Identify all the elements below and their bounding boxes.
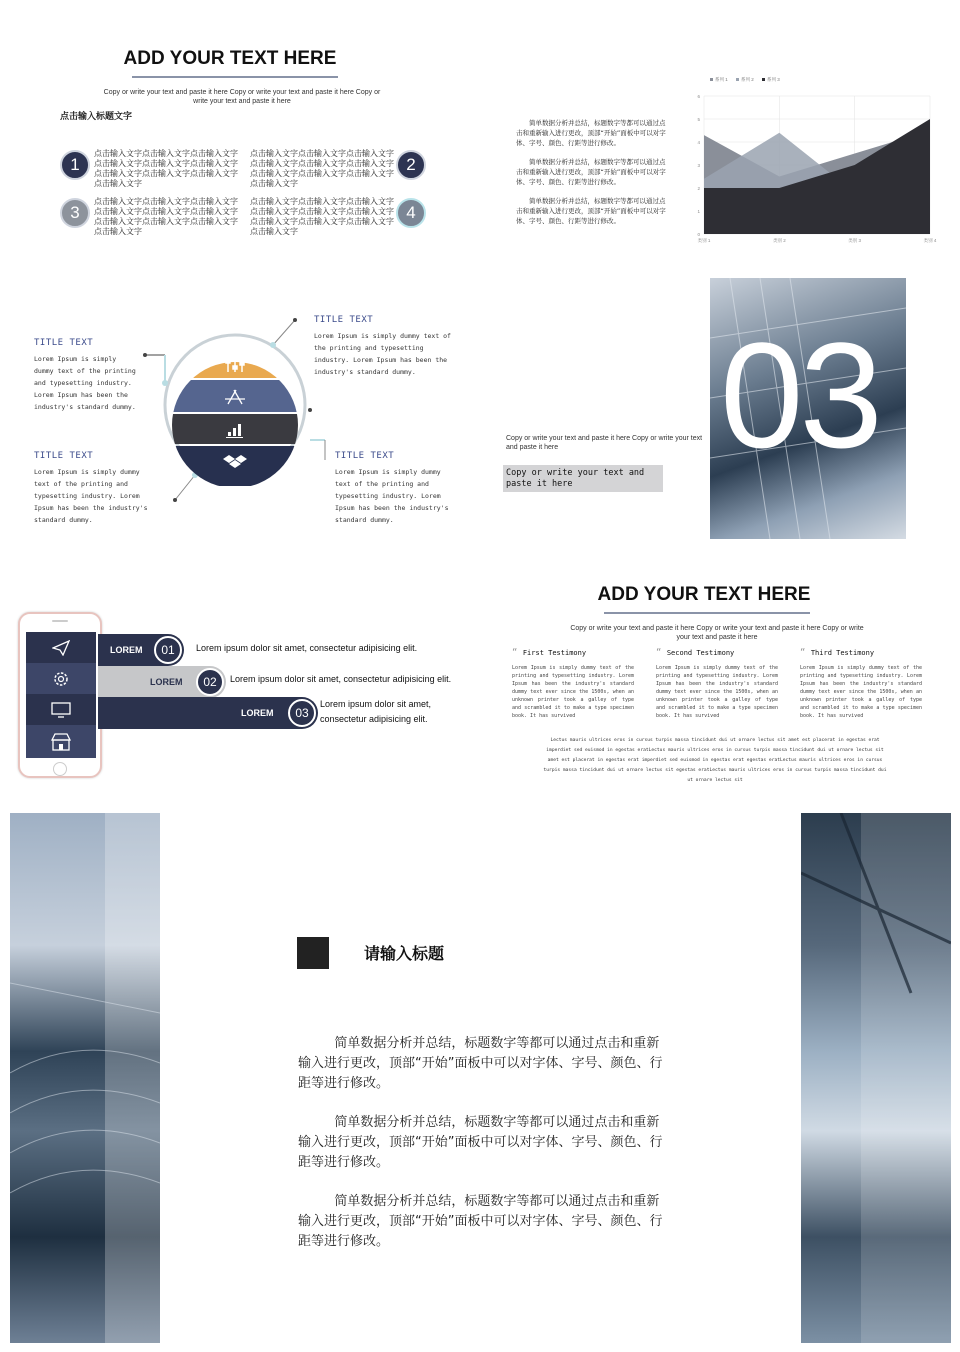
block-title: TITLE TEXT [335, 451, 395, 461]
legend-swatch [762, 78, 765, 81]
lorem-bar [98, 697, 318, 729]
block-title: TITLE TEXT [314, 315, 374, 325]
item-number-badge: 2 [396, 150, 426, 180]
testimony-title: “ Third Testimony [800, 648, 875, 658]
right-building-photo [801, 813, 951, 1343]
testimony-body: Lorem Ipsum is simply dummy text of the printing and typesetting industry. Lorem Ipsum has been the industry's standard dummy text ever since the 1500s, when an unknown printer took a galley of type and scrambled it to make a type specimen book. It has survived [656, 665, 778, 719]
circle-infographic [140, 310, 330, 510]
gear-icon [26, 663, 96, 694]
x-tick-label: 类别 2 [772, 238, 786, 243]
testimony-card [800, 648, 922, 720]
slide6-title: ADD YOUR TEXT HERE [597, 584, 811, 605]
item-text: 点击输入文字点击输入文字点击输入文字点击输入文字点击输入文字点击输入文字点击输入文字点击输入文字点击输入文字点击输入文字 [250, 197, 394, 236]
connector-dot [162, 380, 168, 386]
slide6-footer: Lectus mauris ultrices eros in cursus turpis massa tincidunt dui ut ornare lectus sit amet est placerat in egestas erat imperdiet sed euismod in egestas eratLectus mauris ultrices eros in cursus turpis massa tincidunt dui ut ornare lectus sit amet est placerat in egestas erat imperdiet sed euismod in egestas erat egestas eratLectus mauris ultrices eros in cursus turpis massa tincidunt dui ut ornare lectus sit egestas eratLectus mauris ultrices eros in cursus turpis massa tincidunt dui ut ornare lectus sit [543, 738, 887, 783]
phone-speaker [52, 620, 68, 622]
lorem-bar [98, 666, 226, 698]
y-tick-label: 1 [697, 209, 700, 214]
item-text: 点击输入文字点击输入文字点击输入文字点击输入文字点击输入文字点击输入文字点击输入文字点击输入文字点击输入文字点击输入文字 [94, 149, 238, 188]
y-tick-label: 4 [697, 140, 700, 145]
y-tick-label: 6 [697, 94, 700, 99]
item-text: 点击输入文字点击输入文字点击输入文字点击输入文字点击输入文字点击输入文字点击输入文字点击输入文字点击输入文字点击输入文字 [94, 197, 238, 236]
text-box-label: Copy or write your text and paste it here [506, 468, 645, 489]
sliders-icon [226, 356, 244, 372]
slide1-title: ADD YOUR TEXT HERE [123, 48, 337, 69]
phone-frame [18, 612, 102, 778]
phone-screen [26, 632, 96, 758]
content-paragraph: 简单数据分析并总结，标题数字等都可以通过点击和重新输入进行更改，顶部“开始”面板中可以对字体、字号、颜色、行距等进行修改。 [298, 1115, 663, 1170]
bar-label: LOREM [110, 645, 143, 655]
y-tick-label: 2 [697, 186, 700, 191]
bar-number: 02 [196, 668, 224, 696]
analysis-paragraph: 简单数据分析并总结，标题数字等都可以通过点击和重新输入进行更改，顶部“开始”面板中可以对字体、字号、颜色、行距等进行修改。 [516, 197, 666, 225]
analysis-paragraph: 简单数据分析并总结，标题数字等都可以通过点击和重新输入进行更改，顶部“开始”面板中可以对字体、字号、颜色、行距等进行修改。 [516, 119, 666, 147]
title-underline [132, 76, 338, 78]
analysis-paragraph: 简单数据分析并总结，标题数字等都可以通过点击和重新输入进行更改，顶部“开始”面板中可以对字体、字号、颜色、行距等进行修改。 [516, 158, 666, 186]
x-tick-label: 类别 4 [923, 238, 937, 243]
y-tick-label: 5 [697, 117, 700, 122]
left-building-photo [10, 813, 160, 1343]
content-paragraph: 简单数据分析并总结，标题数字等都可以通过点击和重新输入进行更改，顶部“开始”面板中可以对字体、字号、颜色、行距等进行修改。 [298, 1194, 663, 1249]
bar-number: 01 [154, 636, 182, 664]
block-title: TITLE TEXT [34, 451, 94, 461]
slide1-heading: 点击输入标题文字 [60, 112, 133, 122]
item-number-badge: 1 [60, 150, 90, 180]
connector-dot [270, 342, 276, 348]
block-title: TITLE TEXT [34, 338, 94, 348]
store-icon [26, 725, 96, 758]
testimony-card [656, 648, 778, 720]
testimony-body: Lorem Ipsum is simply dummy text of the printing and typesetting industry. Lorem Ipsum has been the industry's standard dummy text ever since the 1500s, when an unknown printer took a galley of type and scrambled it to make a type specimen book. It has survived [800, 665, 922, 719]
bar-label: LOREM [241, 708, 274, 718]
y-tick-label: 3 [697, 163, 700, 168]
bar-text: Lorem ipsum dolor sit amet, consectetur adipisicing elit. [230, 674, 452, 684]
monitor-icon [26, 694, 96, 725]
photo-lines [10, 813, 160, 1343]
item-text: 点击输入文字点击输入文字点击输入文字点击输入文字点击输入文字点击输入文字点击输入文字点击输入文字点击输入文字点击输入文字 [250, 149, 394, 188]
area-chart [690, 72, 940, 252]
block-body: Lorem Ipsum is simply dummy text of the printing and typesetting industry. Lorem Ipsum has been the industry's standard dummy. [34, 355, 136, 411]
band-blue [160, 380, 310, 412]
legend-label: 系列 1 [715, 77, 728, 82]
bar-text: Lorem ipsum dolor sit amet, consectetur adipisicing elit. [196, 643, 418, 653]
item-number-badge: 4 [396, 198, 426, 228]
block-body: Lorem Ipsum is simply dummy text of the printing and typesetting industry. Lorem Ipsum has been the industry's standard dummy. [335, 468, 449, 524]
slide1-subtitle: Copy or write your text and paste it here Copy or write your text and paste it here Copy or write your text and paste it here [103, 89, 381, 105]
send-icon [26, 632, 96, 663]
y-tick-label: 0 [697, 232, 700, 237]
legend-swatch [710, 78, 713, 81]
bar-label: LOREM [150, 677, 183, 687]
content-paragraph: 简单数据分析并总结，标题数字等都可以通过点击和重新输入进行更改，顶部“开始”面板中可以对字体、字号、颜色、行距等进行修改。 [298, 1036, 663, 1091]
slide7-title: 请输入标题 [364, 944, 445, 963]
bar-number: 03 [288, 699, 316, 727]
big-number: 03 [720, 311, 879, 479]
lorem-bar [98, 634, 184, 666]
bar-text: Lorem ipsum dolor sit amet, consectetur adipisicing elit. [320, 699, 432, 724]
legend-swatch [736, 78, 739, 81]
testimony-title: “ Second Testimony [656, 648, 735, 658]
testimony-card [512, 648, 634, 720]
photo-lines [801, 813, 951, 1343]
block-body: Lorem Ipsum is simply dummy text of the printing and typesetting industry. Lorem Ipsum has been the industry's standard dummy. [314, 332, 451, 376]
title-underline [604, 612, 810, 614]
testimony-body: Lorem Ipsum is simply dummy text of the printing and typesetting industry. Lorem Ipsum has been the industry's standard dummy text ever since the 1500s, when an unknown printer took a galley of type and scrambled it to make a type specimen book. It has survived [512, 665, 634, 719]
block-body: Lorem Ipsum is simply dummy text of the printing and typesetting industry. Lorem Ipsum has been the industry's standard dummy. [34, 468, 148, 524]
testimony-title: “ First Testimony [512, 648, 587, 658]
home-button[interactable] [53, 762, 67, 776]
x-tick-label: 类别 1 [697, 238, 711, 243]
slide6-subtitle: Copy or write your text and paste it here Copy or write your text and paste it here Copy or write your text and paste it here [570, 625, 864, 641]
title-square [297, 937, 329, 969]
caption: Copy or write your text and paste it here Copy or write your text and paste it here [506, 435, 703, 451]
item-number-badge: 3 [60, 198, 90, 228]
legend-label: 系列 3 [767, 77, 780, 82]
legend-label: 系列 2 [741, 77, 754, 82]
x-tick-label: 类别 3 [848, 238, 862, 243]
